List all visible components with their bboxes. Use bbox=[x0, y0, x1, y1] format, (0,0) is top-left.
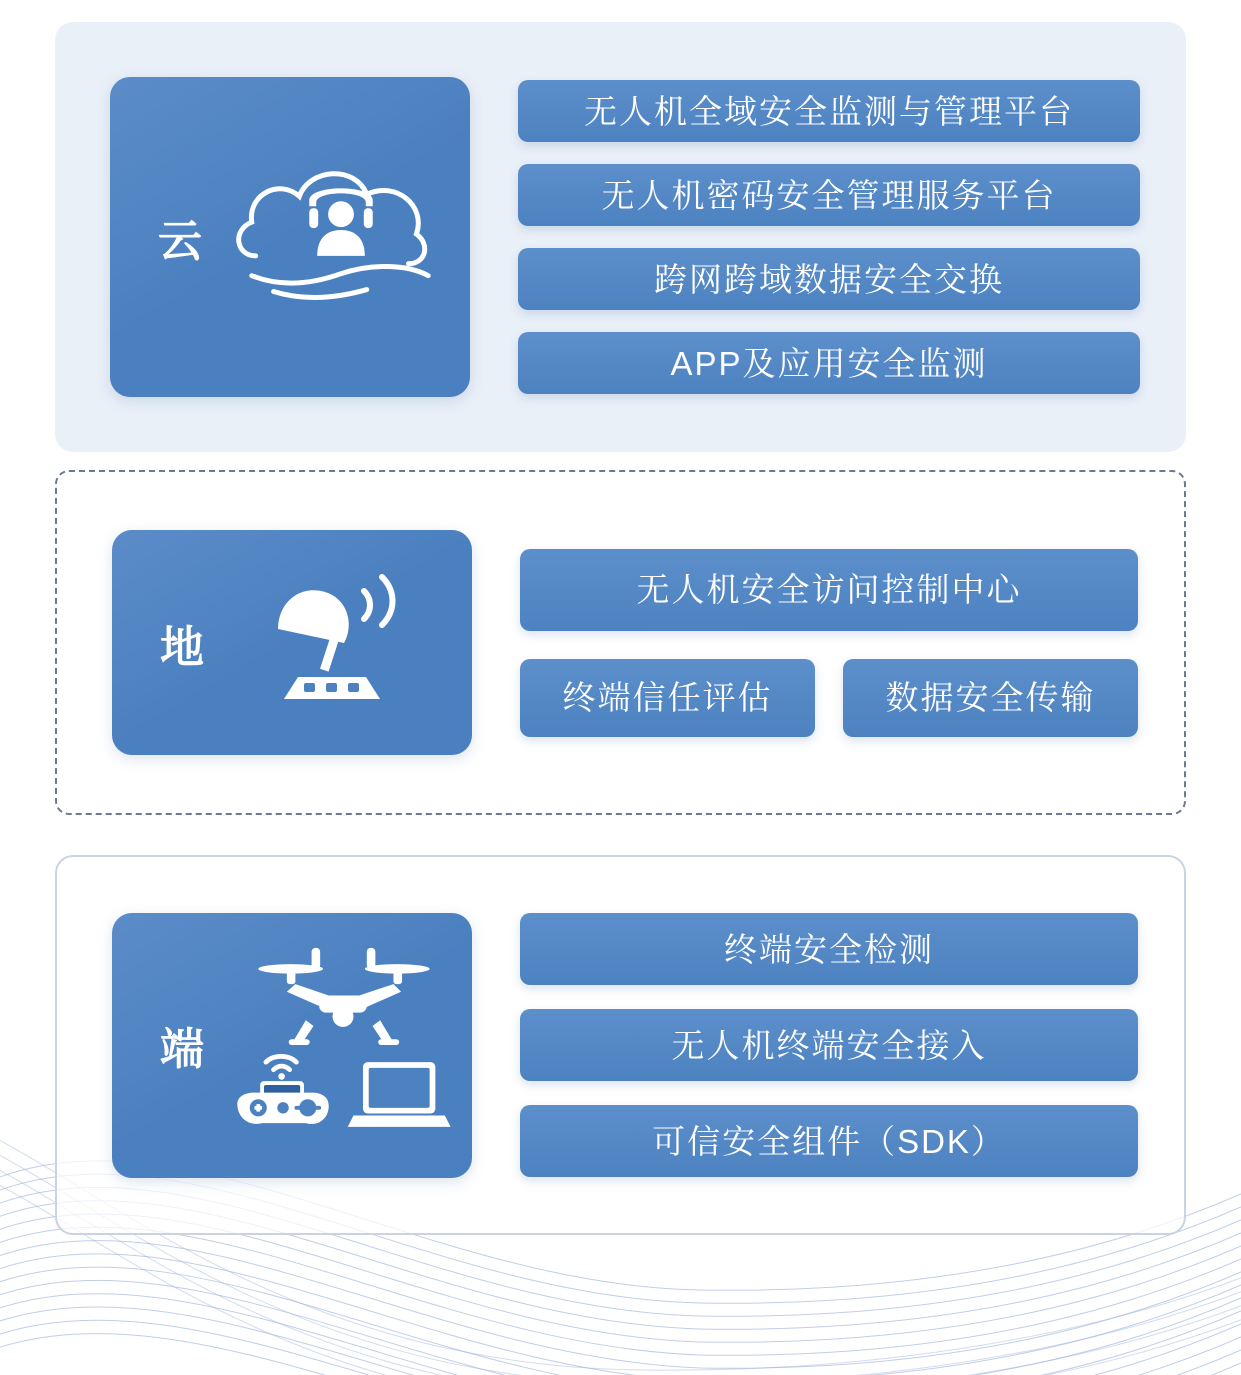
layer-terminal-items bbox=[520, 913, 1138, 1177]
cloud-item-2[interactable]: 无人机密码安全管理服务平台 bbox=[518, 164, 1140, 226]
cloud-item-3[interactable]: 跨网跨域数据安全交换 bbox=[518, 248, 1140, 310]
laptop-icon bbox=[348, 1062, 451, 1127]
layer-cloud-label: 云 bbox=[158, 217, 204, 266]
layer-ground bbox=[55, 470, 1186, 815]
ground-sub-items bbox=[520, 659, 1138, 737]
layer-ground-items bbox=[520, 549, 1138, 737]
layer-cloud bbox=[55, 22, 1186, 452]
cloud-item-4[interactable]: APP及应用安全监测 bbox=[518, 332, 1140, 394]
layer-ground-label: 地 bbox=[160, 622, 206, 672]
ground-item-1[interactable]: 无人机安全访问控制中心 bbox=[520, 549, 1138, 631]
layer-terminal-icon-card bbox=[112, 913, 472, 1178]
terminal-item-2[interactable]: 无人机终端安全接入 bbox=[520, 1009, 1138, 1081]
terminal-item-3[interactable]: 可信安全组件（SDK） bbox=[520, 1105, 1138, 1177]
cloud-service-agent-icon bbox=[222, 77, 460, 397]
satellite-dish-icon bbox=[224, 530, 462, 755]
ground-sub-item-2[interactable]: 数据安全传输 bbox=[843, 659, 1138, 737]
ground-sub-item-1[interactable]: 终端信任评估 bbox=[520, 659, 815, 737]
layer-terminal bbox=[55, 855, 1186, 1235]
layer-ground-icon-card bbox=[112, 530, 472, 755]
terminal-item-1[interactable]: 终端安全检测 bbox=[520, 913, 1138, 985]
drone-controller-laptop-icon bbox=[224, 913, 462, 1178]
remote-controller-icon bbox=[237, 1056, 328, 1124]
layer-cloud-icon-card bbox=[110, 77, 470, 397]
drone-icon bbox=[258, 948, 429, 1045]
cloud-item-1[interactable]: 无人机全域安全监测与管理平台 bbox=[518, 80, 1140, 142]
layer-terminal-label: 端 bbox=[160, 1025, 206, 1074]
layer-cloud-items bbox=[518, 80, 1140, 394]
